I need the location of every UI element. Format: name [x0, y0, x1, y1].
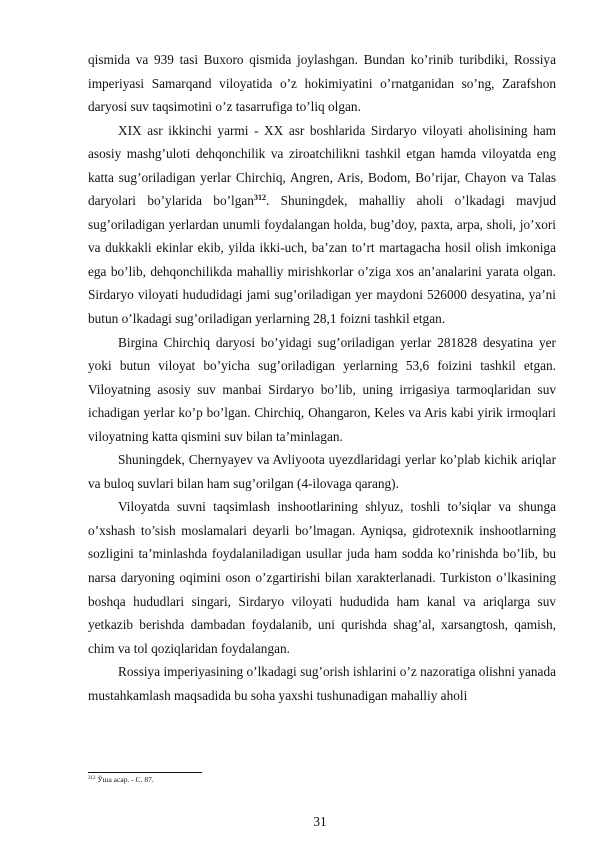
paragraph-5: Viloyatda suvni taqsimlash inshootlarining shlyuz, toshli to’siqlar va shunga o’xshash to’sish moslamalari deyarli bo’lmagan. Ayniqsa, gidrotexnik inshootlarning sozligini ta’minlashda foydalaniladigan usullar juda ham sodda ko’rinishda bo’lib, bu narsa daryoning oqimini oson o’zgartirishi bilan xarakterlanadi. Turkiston o’lkasining boshqa hududlari singari, Sirdaryo viloyati hududida ham kanal va ariqlarga suv yetkazib berishda dambadan foydalanib, uni qurishda shag’al, xarsangtosh, qamish, chim va tol qoziqlaridan foydalangan.: [88, 499, 556, 656]
footnote-divider: [88, 772, 202, 773]
page-body: [88, 48, 556, 707]
paragraph-2: [88, 119, 556, 331]
page-number: 31: [313, 814, 327, 829]
footnote-number: 312: [88, 776, 96, 781]
footnote-text: Ўша асар. - С. 87.: [97, 775, 154, 784]
paragraph-4: Shuningdek, Chernyayev va Avliyoota uyezdlaridagi yerlar ko’plab kichik ariqlar va buloq suvlari bilan ham sug’orilgan (4-ilovaga qarang).: [88, 452, 556, 491]
footnote: [88, 775, 556, 785]
footnote-reference[interactable]: 312: [253, 193, 266, 203]
paragraph-2-text-before: XIX asr ikkinchi yarmi - XX asr boshlarida Sirdaryo viloyati aholisining ham asosiy mashg’uloti dehqonchilik va ziroatchilikni tashkil etgan hamda viloyatda eng katta sug’oriladigan yerlar Chirchiq, Angren, Aris, Bodom, Bo’rijar, Chayon va Talas daryolari bo’ylarida bo’lgan: [88, 122, 556, 209]
paragraph-2-text-after: . Shuningdek, mahalliy aholi o’lkadagi mavjud sug’oriladigan yerlardan unumli foydalangan holda, bug’doy, paxta, arpa, sholi, jo’xori va dukkakli ekinlar ekib, yilda ikki-uch, ba’zan to’rt martagacha hosil olish imkoniga ega bo’lib, dehqonchilikda mahalliy mirishkorlar o’ziga xos an’analarini yarata olgan. Sirdaryo viloyati hududidagi jami sug’oriladigan yer maydoni 526000 desyatina, ya’ni butun o’lkadagi sug’oriladigan yerlarning 28,1 foizni tashkil etgan.: [88, 193, 557, 327]
paragraph-1: qismida va 939 tasi Buxoro qismida joylashgan. Bundan ko’rinib turibdiki, Rossiya imperiyasi Samarqand viloyatida o’z hokimiyatini o’rnatganidan so’ng, Zarafshon daryosi suv taqsimotini o’z tasarrufiga to’liq olgan.: [88, 52, 556, 115]
paragraph-6: Rossiya imperiyasining o’lkadagi sug’orish ishlarini o’z nazoratiga olishni yanada mustahkamlash maqsadida bu soha yaxshi tushunadigan mahalliy aholi: [88, 664, 556, 703]
paragraph-3: Birgina Chirchiq daryosi bo’yidagi sug’oriladigan yerlar 281828 desyatina yer yoki butun viloyat bo’yicha sug’oriladigan yerlarning 53,6 foizini tashkil etgan. Viloyatning asosiy suv manbai Sirdaryo bo’lib, uning irrigasiya tarmoqlaridan suv ichadigan yerlar ko’p bo’lgan. Chirchiq, Ohangaron, Keles va Aris kabi yirik irmoqlari viloyatning katta qismini suv bilan ta’minlagan.: [88, 334, 556, 444]
